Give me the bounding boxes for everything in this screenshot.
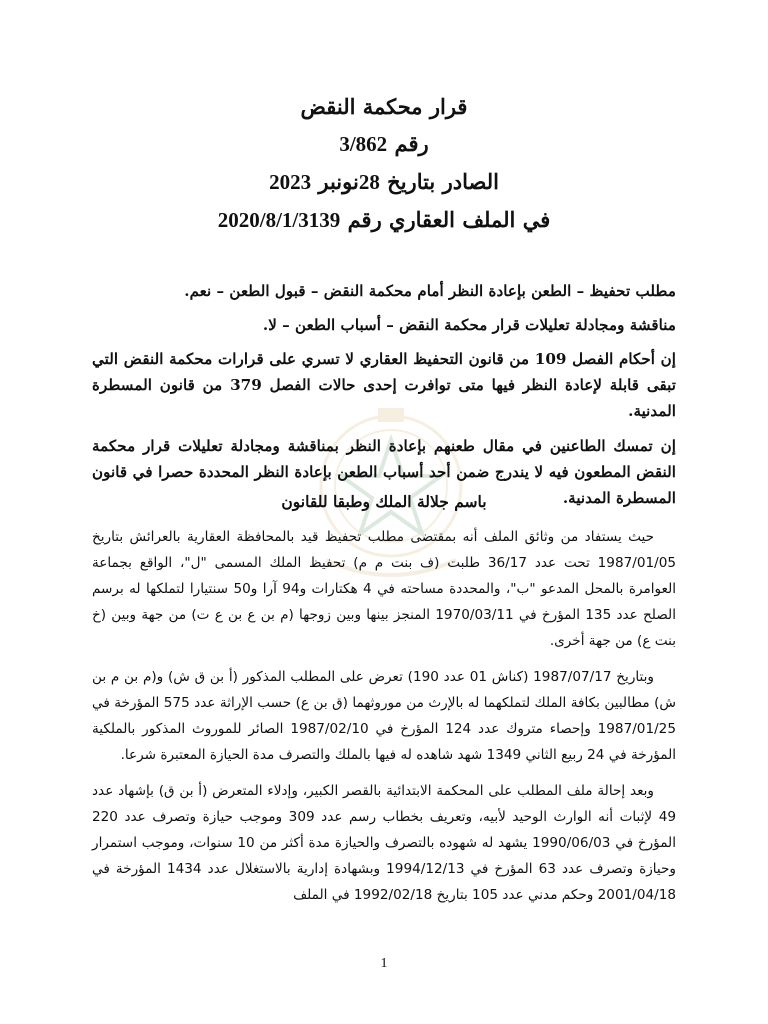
- decision-number-label: رقم: [387, 131, 429, 156]
- decision-number: 3/862: [339, 132, 388, 156]
- decision-date-line: [100, 163, 668, 201]
- page-number: 1: [380, 956, 388, 971]
- basmala-heading: باسم جلالة الملك وطبقا للقانون: [281, 492, 487, 511]
- file-number: 2020/8/1/3139: [217, 208, 341, 232]
- file-number-label: في الملف العقاري رقم: [340, 207, 551, 232]
- decision-number-line: [100, 125, 668, 163]
- file-number-line: [100, 201, 668, 239]
- keywords-line-1: مطلب تحفيظ – الطعن بإعادة النظر أمام محكمة النقض – قبول الطعن – نعم.: [184, 282, 676, 300]
- body-paragraph-3: وبعد إحالة ملف المطلب على المحكمة الابتدائية بالقصر الكبير، وإدلاء المتعرض (أ بن ق) بإشهاد عدد 49 لإثبات أنه الوارث الوحيد لأبيه، وتعريف بخطاب رسم عدد 309 وموجب حيازة وتصرف عدد 220 المؤرخ في 1990/06/03 يشهد له شهوده بالتصرف والحيازة مدة أكثر من 10 سنوات، وموجب استمرار وحيازة وتصرف عدد 63 المؤرخ في 1994/12/13 وبشهادة إدارية بالاستغلال عدد 1434 المؤرخة في 2001/04/18 وحكم مدني عدد 105 بتاريخ 1992/02/18 في الملف: [92, 783, 676, 903]
- decision-header: [100, 88, 668, 239]
- decision-summary: [92, 278, 676, 520]
- body-paragraph-2: وبتاريخ 1987/07/17 (كناش 01 عدد 190) تعرض على المطلب المذكور (أ بن ق ش) و(م بن م بن ش) مطالبين بكافة الملك لتملكهما له بالإرث من موروثهما (ق بن ع) حسب الإراثة عدد 575 المؤرخة في 1987/01/25 وإحصاء متروك عدد 124 المؤرخ في 1987/02/10 الصائر للموروث المذكور بالملكية المؤرخة في 24 ربيع الثاني 1349 شهد شاهده له فيها بالملك والتصرف مدة الحيازة المعتبرة شرعا.: [92, 669, 676, 763]
- decision-date-month: نونبر: [311, 169, 359, 194]
- principle-paragraph-2: إن تمسك الطاعنين في مقال طعنهم بإعادة النظر بمناقشة ومجادلة تعليلات قرار محكمة النقض المطعون فيه لا يندرج ضمن أحد أسباب الطعن بإعادة النظر المحددة حصرا في قانون المسطرة المدنية.: [92, 437, 676, 507]
- body-paragraph-1: حيث يستفاد من وثائق الملف أنه بمقتضى مطلب تحفيظ قيد بالمحافظة العقارية بالعرائش بتاريخ 1987/01/05 تحت عدد 36/17 طلبت (ف بنت م م) تحفيظ الملك المسمى "ل"، الواقع بجماعة العوامرة بالمحل المدعو "ب"، والمحددة مساحته في 4 هكتارات و94 آرا و50 سنتيارا لتملكها له برسم الصلح عدد 135 المؤرخ في 1970/03/11 المنجز بينها وبين زوجها (م بن ع بن ع ت) من جهة وبين (خ بنت ع) من جهة أخرى.: [92, 529, 677, 649]
- court-name: قرار محكمة النقض: [300, 94, 468, 119]
- decision-body: [92, 524, 676, 918]
- principle-paragraph-1: إن أحكام الفصل 109 من قانون التحفيظ العقاري لا تسري على قرارات محكمة النقض التي تبقى قابلة لإعادة النظر فيها متى توافرت إحدى حالات الفصل 379 من قانون المسطرة المدنية.: [92, 350, 676, 420]
- decision-date-label: الصادر بتاريخ: [379, 169, 499, 194]
- decision-date-year: 2023: [269, 170, 312, 194]
- keywords-line-2: مناقشة ومجادلة تعليلات قرار محكمة النقض – أسباب الطعن – لا.: [262, 316, 676, 334]
- decision-date-day: 28: [358, 170, 380, 194]
